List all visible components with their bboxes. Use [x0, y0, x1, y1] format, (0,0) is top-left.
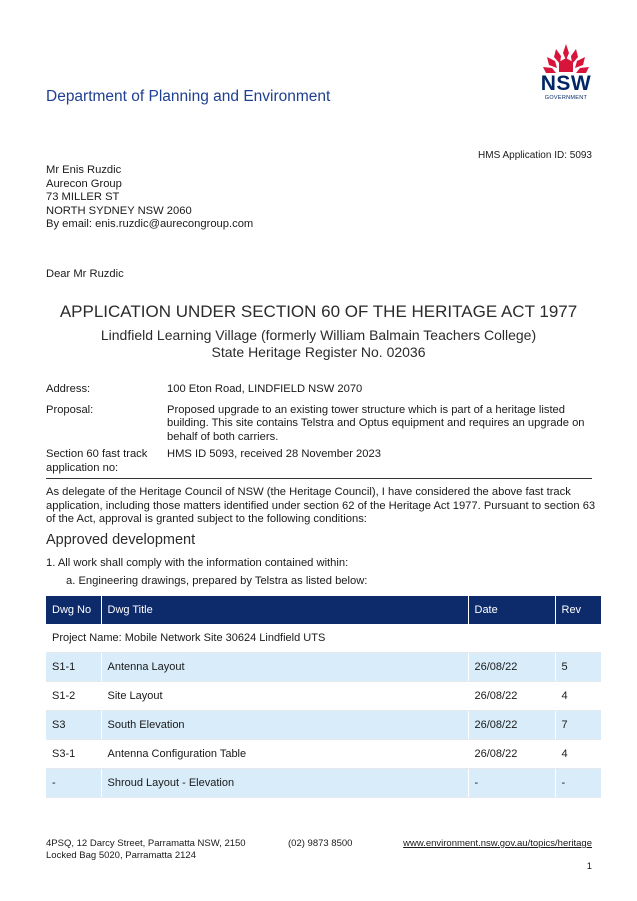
divider — [46, 478, 592, 479]
drawing-title: South Elevation — [101, 711, 468, 740]
drawing-title: Antenna Layout — [101, 653, 468, 682]
logo-wordmark: NSW — [540, 72, 592, 95]
drawing-date: - — [468, 769, 555, 798]
table-header-row — [46, 596, 601, 624]
document-title: APPLICATION UNDER SECTION 60 OF THE HERITAGE ACT 1977 — [59, 302, 578, 321]
section-heading: Approved development — [46, 532, 196, 548]
table-row — [46, 682, 601, 711]
hms-application-id: HMS Application ID: 5093 — [478, 150, 592, 161]
recipient-company: Aurecon Group — [46, 177, 122, 190]
field-value: HMS ID 5093, received 28 November 2023 — [167, 448, 381, 460]
field-value: 100 Eton Road, LINDFIELD NSW 2070 — [167, 383, 363, 395]
drawing-revision: 4 — [555, 740, 601, 769]
logo-subtitle: GOVERNMENT — [544, 95, 588, 101]
subtitle-line-2: State Heritage Register No. 02036 — [211, 344, 426, 360]
department-name: Department of Planning and Environment — [46, 88, 331, 105]
recipient-address-block — [46, 164, 253, 232]
recipient-email: By email: enis.ruzdic@aurecongroup.com — [46, 218, 254, 231]
column-header: Rev — [555, 596, 601, 624]
condition-1: 1. All work shall comply with the information contained within: — [46, 557, 349, 569]
footer-website-link[interactable]: www.environment.nsw.gov.au/topics/heritage — [403, 838, 592, 849]
recipient-street: 73 MILLER ST — [46, 191, 120, 204]
drawing-revision: - — [555, 769, 601, 798]
recipient-name: Mr Enis Ruzdic — [46, 164, 122, 176]
project-name-row — [46, 624, 601, 653]
drawing-title: Site Layout — [101, 682, 468, 711]
drawing-number: S3 — [46, 711, 101, 740]
delegate-paragraph: As delegate of the Heritage Council of NSW (the Heritage Council), I have considered the above fast track application, including those matters identified under section 62 of the Heritage Act 1977. Pursuant to section 63 of the Act, approval is granted subject to the following conditions: — [46, 486, 596, 526]
page-number: 1 — [586, 861, 592, 872]
document-subtitle — [0, 327, 637, 361]
application-fields — [46, 383, 592, 475]
footer-address-line-2: Locked Bag 5020, Parramatta 2124 — [46, 850, 196, 861]
drawing-revision: 4 — [555, 682, 601, 711]
drawing-title: Antenna Configuration Table — [101, 740, 468, 769]
drawing-revision: 5 — [555, 653, 601, 682]
footer-address — [46, 838, 246, 862]
salutation: Dear Mr Ruzdic — [46, 268, 124, 280]
column-header: Dwg Title — [101, 596, 468, 624]
drawing-date: 26/08/22 — [468, 740, 555, 769]
table-row — [46, 740, 601, 769]
drawing-number: S1-1 — [46, 653, 101, 682]
field-row-application-no — [46, 448, 592, 475]
drawing-number: - — [46, 769, 101, 798]
project-name: Project Name: Mobile Network Site 30624 Lindfield UTS — [46, 624, 601, 653]
footer-phone: (02) 9873 8500 — [288, 838, 353, 849]
field-value: Proposed upgrade to an existing tower structure which is part of a heritage listed building. This site contains Telstra and Optus equipment and requires an upgrade on behalf of both carriers. — [167, 404, 585, 443]
column-header: Dwg No — [46, 596, 101, 624]
drawing-number: S3-1 — [46, 740, 101, 769]
drawings-table — [46, 596, 601, 798]
subtitle-line-1: Lindfield Learning Village (formerly William Balmain Teachers College) — [100, 327, 537, 343]
table-row — [46, 653, 601, 682]
drawing-revision: 7 — [555, 711, 601, 740]
column-header: Date — [468, 596, 555, 624]
drawing-date: 26/08/22 — [468, 711, 555, 740]
footer-address-line-1: 4PSQ, 12 Darcy Street, Parramatta NSW, 2150 — [46, 838, 246, 849]
field-label: Proposal: — [46, 404, 94, 416]
drawing-number: S1-2 — [46, 682, 101, 711]
drawing-date: 26/08/22 — [468, 682, 555, 711]
drawing-title: Shroud Layout - Elevation — [101, 769, 468, 798]
table-row — [46, 769, 601, 798]
drawing-date: 26/08/22 — [468, 653, 555, 682]
field-label: Section 60 fast track application no: — [46, 448, 148, 474]
recipient-city: NORTH SYDNEY NSW 2060 — [46, 204, 192, 217]
nsw-government-logo — [536, 40, 596, 106]
table-row — [46, 711, 601, 740]
field-row-proposal — [46, 404, 592, 448]
field-label: Address: — [46, 383, 91, 395]
condition-1a: a. Engineering drawings, prepared by Telstra as listed below: — [66, 575, 368, 587]
field-row-address — [46, 383, 592, 404]
